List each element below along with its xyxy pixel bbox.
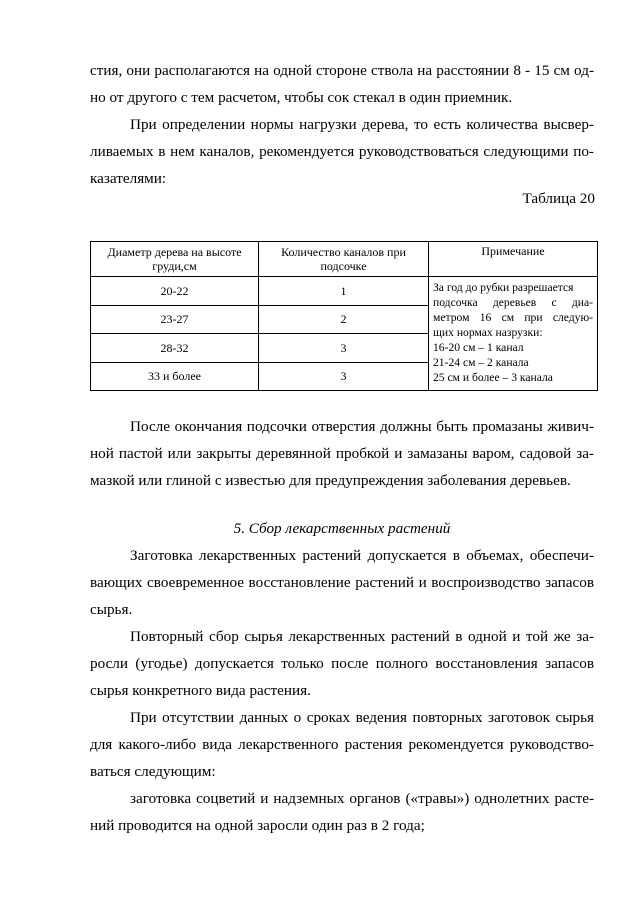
paragraph-5-line-1: Повторный сбор сырья лекарственных растений в одной и той же за- xyxy=(130,628,594,645)
note-line: метром 16 см при следую- xyxy=(433,311,593,324)
paragraph-1-line-2: но от другого с тем расчетом, чтобы сок стекал в один приемник. xyxy=(90,89,513,106)
paragraph-4-line-1: Заготовка лекарственных растений допускается в объемах, обеспечи- xyxy=(130,547,594,564)
paragraph-7-line-1: заготовка соцветий и надземных органов («травы») однолетних расте- xyxy=(130,790,594,807)
cell-diameter: 28-32 xyxy=(91,334,259,363)
cell-diameter: 20-22 xyxy=(91,277,259,306)
paragraph-6-line-1: При отсутствии данных о сроках ведения повторных заготовок сырья xyxy=(130,709,594,726)
cell-channels: 3 xyxy=(259,362,429,391)
cell-channels: 3 xyxy=(259,334,429,363)
paragraph-5-line-3: сырья конкретного вида растения. xyxy=(90,682,311,699)
note-line: 21-24 см – 2 канала xyxy=(433,356,529,369)
header-channels: Количество каналов при подсочке xyxy=(259,242,429,277)
header-note: Примечание xyxy=(429,242,598,277)
table-header-row xyxy=(91,242,598,277)
cell-channels: 2 xyxy=(259,305,429,334)
note-line: 16-20 см – 1 канал xyxy=(433,341,524,354)
paragraph-7-line-2: ний проводится на одной заросли один раз в 2 года; xyxy=(90,817,425,834)
paragraph-2-line-1: При определении нормы нагрузки дерева, то есть количества высвер- xyxy=(130,116,594,133)
data-table xyxy=(90,241,598,391)
paragraph-1-line-1: стия, они располагаются на одной стороне ствола на расстоянии 8 - 15 см од- xyxy=(90,62,594,79)
section-heading: 5. Сбор лекарственных растений xyxy=(233,520,451,537)
paragraph-3-line-1: После окончания подсочки отверстия должны быть промазаны живич- xyxy=(130,418,594,435)
paragraph-3-line-2: ной пастой или закрыты деревянной пробкой и замазаны варом, садовой за- xyxy=(90,445,594,462)
cell-diameter: 23-27 xyxy=(91,305,259,334)
paragraph-5-line-2: росли (угодье) допускается только после полного восстановления запасов xyxy=(90,655,594,672)
table-row xyxy=(91,277,598,306)
cell-diameter: 33 и более xyxy=(91,362,259,391)
note-line: щих нормах назрузки: xyxy=(433,326,543,339)
paragraph-6-line-2: для какого-либо вида лекарственного растения рекомендуется руководство- xyxy=(90,736,594,753)
paragraph-4-line-3: сырья. xyxy=(90,601,133,618)
paragraph-2-line-3: казателями: xyxy=(90,170,167,187)
paragraph-2-line-2: ливаемых в нем каналов, рекомендуется руководствоваться следующими по- xyxy=(90,143,594,160)
paragraph-4-line-2: вающих своевременное восстановление растений и воспроизводство запасов xyxy=(90,574,594,591)
note-line: За год до рубки разрешается xyxy=(433,281,574,294)
table-caption: Таблица 20 xyxy=(522,190,595,207)
cell-channels: 1 xyxy=(259,277,429,306)
paragraph-6-line-3: ваться следующим: xyxy=(90,763,216,780)
paragraph-3-line-3: мазкой или глиной с известью для предупреждения заболевания деревьев. xyxy=(90,472,571,489)
note-line: 25 см и более – 3 канала xyxy=(433,371,553,384)
note-line: подсочка деревьев с диа- xyxy=(433,296,593,309)
cell-note xyxy=(429,277,598,391)
header-diameter: Диаметр дерева на высоте груди,см xyxy=(91,242,259,277)
